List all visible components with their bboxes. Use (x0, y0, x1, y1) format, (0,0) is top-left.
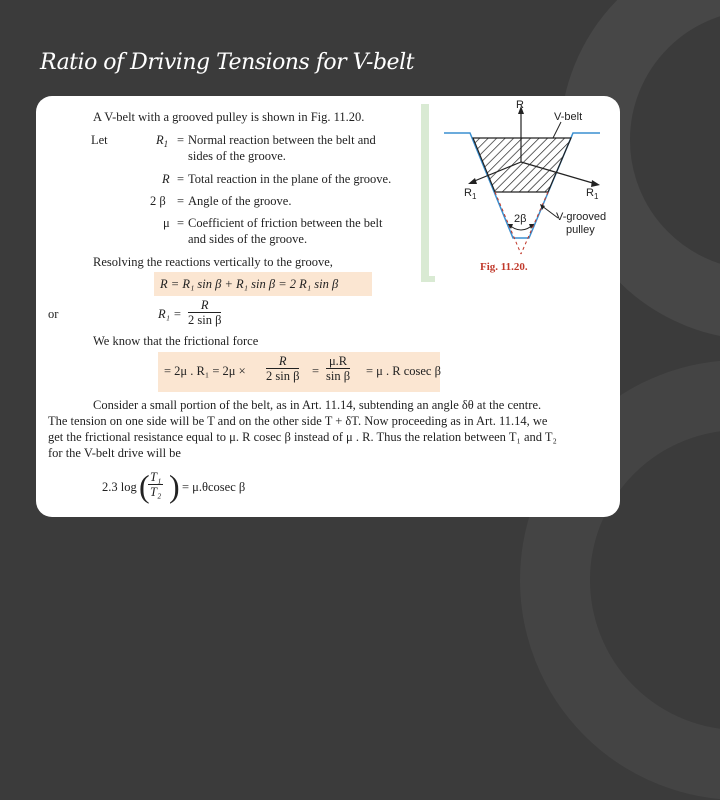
equation-3-part-c: = μ . R cosec β (366, 364, 441, 378)
label-r-top: R (516, 99, 524, 111)
document-page (36, 96, 620, 517)
label-angle: 2β (514, 213, 527, 225)
figure-caption: Fig. 11.20. (480, 261, 528, 273)
belt-section (473, 138, 571, 192)
frictional-force-text: We know that the frictional force (93, 334, 259, 348)
paragraph-line-2: The tension on one side will be T and on the other side T + δT. Now proceeding as in Art. 11.14, we (48, 414, 548, 428)
def-text-mu-line1: Coefficient of friction between the belt (188, 216, 383, 230)
equation-3-fraction-1-numerator: R (266, 354, 299, 369)
resolving-text: Resolving the reactions vertically to the groove, (93, 255, 333, 269)
intro-text: A V-belt with a grooved pulley is shown in Fig. 11.20. (93, 110, 365, 124)
def-text-r1-line1: Normal reaction between the belt and (188, 133, 376, 147)
label-r1-right: $R_1$ (586, 187, 599, 201)
final-equation-denominator: T₂ (150, 485, 162, 499)
or-word: or (48, 307, 59, 321)
label-v-grooved: V-grooved (556, 211, 607, 223)
def-eq-r1: = (177, 133, 185, 147)
equation-3-fraction-1 (266, 354, 299, 383)
equation-3-fraction-2-denominator: sin β (326, 369, 351, 383)
def-text-r1-line2: sides of the groove. (188, 149, 286, 163)
figure-side-bar-foot (421, 276, 435, 282)
def-eq-r: = (177, 172, 185, 186)
equation-3-part-a: = 2μ . R₁ = 2μ × (164, 364, 246, 378)
equation-3-fraction-2 (326, 354, 350, 383)
label-r1-left: $R_1$ (464, 187, 477, 201)
def-symbol-2beta: 2 β (150, 194, 166, 208)
equation-2-denominator: 2 sin β (188, 313, 222, 327)
equation-2-lhs: R₁ = (158, 307, 182, 321)
paragraph-line-4: for the V-belt drive will be (48, 446, 181, 460)
final-equation-numerator: T₁ (150, 470, 162, 484)
def-text-2beta: Angle of the groove. (188, 194, 292, 208)
slide-title: Ratio of Driving Tensions for V-belt (40, 50, 414, 75)
def-text-mu-line2: and sides of the groove. (188, 232, 308, 246)
def-symbol-r: R (162, 172, 170, 186)
final-equation-lhs: 2.3 log (102, 480, 137, 494)
final-right-paren: ) (169, 468, 180, 504)
final-left-paren: ( (139, 468, 150, 504)
def-eq-mu: = (177, 216, 185, 230)
def-symbol-r1: $R_1$ (156, 133, 169, 149)
def-eq-2beta: = (177, 194, 185, 208)
equation-2-fraction (188, 298, 221, 327)
equation-1: R = R₁ sin β + R₁ sin β = 2 R₁ sin β (160, 277, 339, 291)
label-v-belt: V-belt (554, 111, 583, 123)
def-symbol-mu: μ (163, 216, 170, 230)
label-pulley: pulley (566, 224, 595, 236)
equation-3-fraction-1-denominator: 2 sin β (266, 369, 300, 383)
final-equation-fraction (148, 470, 163, 499)
equation-2-numerator: R (188, 298, 221, 313)
let-word: Let (91, 133, 108, 147)
def-text-r: Total reaction in the plane of the groove. (188, 172, 392, 186)
equation-3-fraction-2-numerator: μ.R (326, 354, 350, 369)
v-belt-figure (428, 96, 608, 256)
final-equation-rhs: = μ.θcosec β (182, 480, 246, 494)
paragraph-line-1: Consider a small portion of the belt, as in Art. 11.14, subtending an angle δθ at the centre. (93, 398, 542, 412)
equation-3-part-b: = (312, 364, 320, 378)
paragraph-line-3: get the frictional resistance equal to μ. R cosec β instead of μ . R. Thus the relation between T₁ and T₂ (48, 430, 557, 444)
